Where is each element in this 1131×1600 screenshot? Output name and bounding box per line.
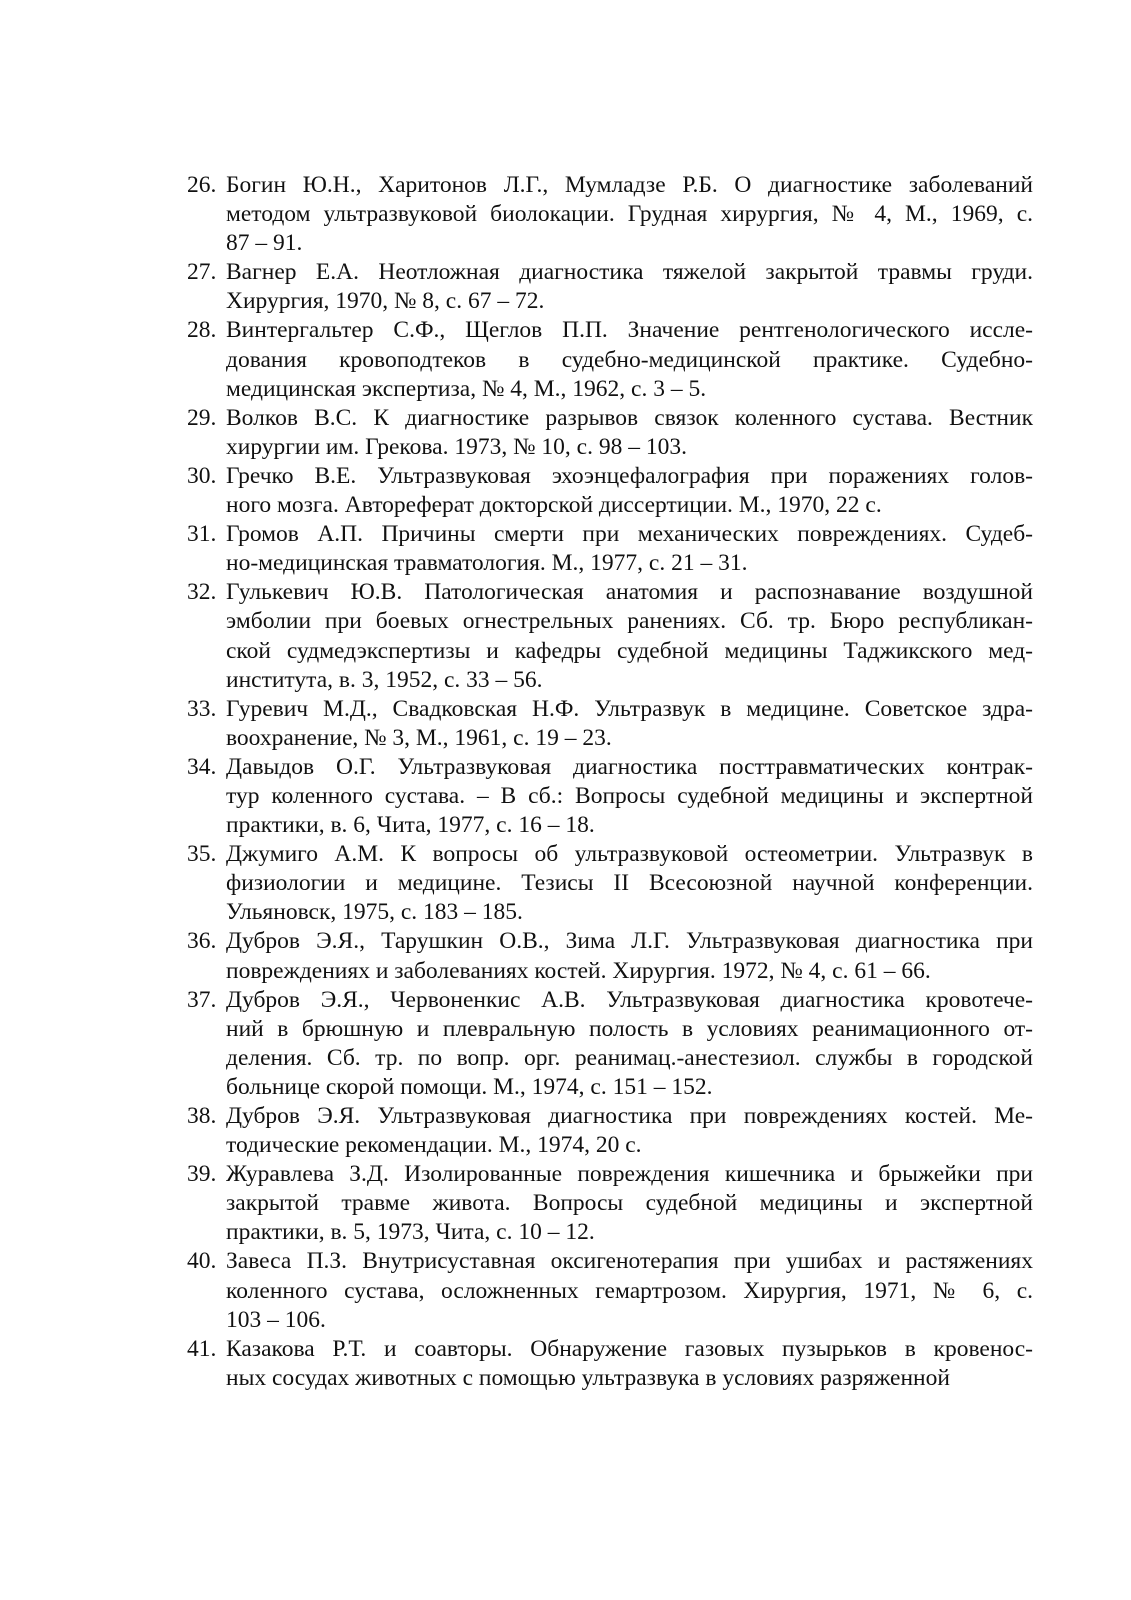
reference-number: 28. [187,317,217,344]
reference-number: 29. [187,404,217,431]
reference-text-line: Гречко В.Е. Ультразвуковая эхоэнцефалография при поражениях голов- [226,462,1033,489]
reference-text-line: эмболии при боевых огнестрельных ранениях. Сб. тр. Бюро республикан- [226,608,1033,635]
reference-text-line: 87 – 91. [226,230,303,257]
reference-item [187,840,1033,927]
reference-text-line: коленного сустава, осложненных гемартрозом. Хирургия, 1971, № 6, с. [226,1277,1033,1304]
reference-item [187,258,1033,316]
reference-text-line: физиологии и медицине. Тезисы II Всесоюзной научной конференции. [226,870,1033,897]
reference-number: 36. [187,928,217,955]
reference-item [187,1160,1033,1247]
reference-text-line: Дубров Э.Я. Ультразвуковая диагностика при повреждениях костей. Ме- [226,1103,1033,1129]
reference-text-line: Богин Ю.Н., Харитонов Л.Г., Мумладзе Р.Б. О диагностике заболеваний [226,172,1033,198]
reference-text-line: хирургии им. Грекова. 1973, № 10, с. 98 – 103. [226,433,687,460]
reference-item [187,695,1033,753]
reference-text-line: воохранение, № 3, М., 1961, с. 19 – 23. [226,724,612,751]
reference-number: 33. [187,695,217,722]
reference-number: 27. [187,259,217,286]
reference-text-line: Дубров Э.Я., Червоненкис А.В. Ультразвуковая диагностика кровотече- [226,986,1033,1013]
reference-item [187,1102,1033,1160]
reference-text-line: Волков В.С. К диагностике разрывов связок коленного сустава. Вестник [226,404,1033,431]
reference-list [187,171,1033,1393]
reference-text-line: ных сосудах животных с помощью ультразвука в условиях разряженной [226,1364,950,1391]
reference-number: 26. [187,172,217,198]
reference-text-line: Давыдов О.Г. Ультразвуковая диагностика посттравматических контрак- [226,753,1033,780]
reference-item [187,171,1033,258]
reference-item [187,316,1033,403]
reference-number: 30. [187,462,217,489]
reference-text-line: больнице скорой помощи. М., 1974, с. 151 – 152. [226,1073,713,1100]
reference-item [187,927,1033,985]
reference-number: 31. [187,521,217,548]
reference-text-line: ской судмедэкспертизы и кафедры судебной медицины Таджикского мед- [226,637,1033,664]
reference-text-line: Ульяновск, 1975, с. 183 – 185. [226,899,523,926]
reference-item [187,462,1033,520]
reference-item [187,1335,1033,1393]
reference-item [187,753,1033,840]
reference-number: 32. [187,579,217,606]
reference-text-line: повреждениях и заболеваниях костей. Хирургия. 1972, № 4, с. 61 – 66. [226,957,931,984]
reference-text-line: Гулькевич Ю.В. Патологическая анатомия и распознавание воздушной [226,579,1033,606]
reference-text-line: дования кровоподтеков в судебно-медицинской практике. Судебно- [226,346,1033,373]
reference-text-line: Дубров Э.Я., Тарушкин О.В., Зима Л.Г. Ультразвуковая диагностика при [226,928,1033,955]
reference-text-line: Гуревич М.Д., Свадковская Н.Ф. Ультразвук в медицине. Советское здра- [226,695,1033,722]
reference-text-line: института, в. 3, 1952, с. 33 – 56. [226,666,543,693]
reference-text-line: Хирургия, 1970, № 8, с. 67 – 72. [226,288,545,315]
reference-number: 38. [187,1103,217,1129]
reference-number: 40. [187,1248,217,1275]
reference-text-line: закрытой травме живота. Вопросы судебной медицины и экспертной [226,1190,1033,1217]
reference-number: 41. [187,1335,217,1362]
reference-number: 34. [187,753,217,780]
reference-text-line: методом ультразвуковой биолокации. Грудная хирургия, № 4, М., 1969, с. [226,201,1033,228]
reference-text-line: Винтергальтер С.Ф., Щеглов П.П. Значение рентгенологического иссле- [226,317,1033,344]
reference-text-line: ного мозга. Автореферат докторской диссертиции. М., 1970, 22 с. [226,492,882,519]
reference-text-line: практики, в. 5, 1973, Чита, с. 10 – 12. [226,1219,595,1246]
reference-text-line: но-медицинская травматология. М., 1977, с. 21 – 31. [226,550,748,577]
reference-text-line: тодические рекомендации. М., 1974, 20 с. [226,1132,642,1159]
reference-item [187,520,1033,578]
reference-text-line: Вагнер Е.А. Неотложная диагностика тяжелой закрытой травмы груди. [226,259,1033,286]
reference-text-line: Казакова Р.Т. и соавторы. Обнаружение газовых пузырьков в кровенос- [226,1335,1033,1362]
reference-text-line: 103 – 106. [226,1306,326,1333]
reference-text-line: тур коленного сустава. – В сб.: Вопросы судебной медицины и экспертной [226,782,1033,809]
reference-item [187,986,1033,1102]
reference-text-line: Джумиго А.М. К вопросы об ультразвуковой остеометрии. Ультразвук в [226,841,1033,868]
reference-item [187,1247,1033,1334]
reference-number: 39. [187,1161,217,1188]
reference-text-line: ний в брюшную и плевральную полость в условиях реанимационного от- [226,1015,1033,1042]
reference-text-line: медицинская экспертиза, № 4, М., 1962, с. 3 – 5. [226,375,707,402]
reference-text-line: Громов А.П. Причины смерти при механических повреждениях. Судеб- [226,521,1033,548]
reference-number: 37. [187,986,217,1013]
reference-text-line: Завеса П.З. Внутрисуставная оксигенотерапия при ушибах и растяжениях [226,1248,1033,1275]
document-page [187,171,1033,1393]
reference-item [187,578,1033,694]
reference-item [187,404,1033,462]
reference-text-line: деления. Сб. тр. по вопр. орг. реанимац.-анестезиол. службы в городской [226,1044,1033,1071]
reference-number: 35. [187,841,217,868]
reference-text-line: Журавлева З.Д. Изолированные повреждения кишечника и брыжейки при [226,1161,1033,1188]
reference-text-line: практики, в. 6, Чита, 1977, с. 16 – 18. [226,812,595,839]
